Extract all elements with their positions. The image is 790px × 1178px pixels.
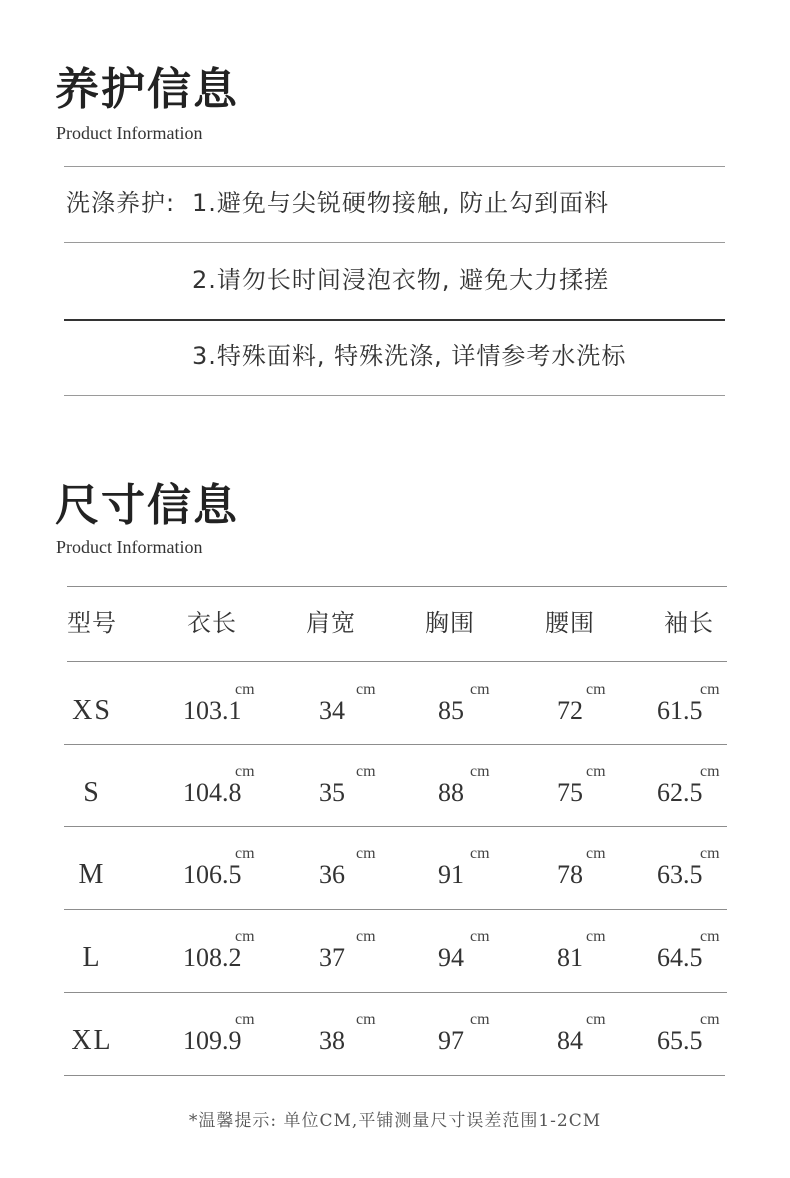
row-divider [64, 826, 727, 827]
header-sleeve: 袖长 [664, 609, 714, 637]
size-value: 103.1 [183, 696, 242, 725]
size-value: 34 [319, 696, 345, 725]
unit-label: cm [586, 845, 606, 862]
unit-label: cm [700, 1011, 720, 1028]
size-value: 88 [438, 778, 464, 807]
care-subtitle: Product Information [56, 123, 203, 143]
care-divider-top [64, 166, 725, 167]
unit-label: cm [235, 928, 255, 945]
table-header-line [67, 661, 727, 662]
header-length: 衣长 [187, 609, 237, 637]
header-chest: 胸围 [425, 609, 475, 637]
care-divider-2 [64, 319, 725, 321]
care-item-1: 1.避免与尖锐硬物接触, 防止勾到面料 [192, 189, 610, 217]
size-value: 37 [319, 943, 345, 972]
unit-label: cm [700, 763, 720, 780]
care-divider-1 [64, 242, 725, 243]
row-divider [64, 992, 727, 993]
size-value: 65.5 [657, 1026, 703, 1055]
header-model: 型号 [67, 609, 117, 637]
unit-label: cm [356, 763, 376, 780]
size-label: L [82, 942, 102, 973]
size-value: 63.5 [657, 860, 703, 889]
unit-label: cm [356, 928, 376, 945]
row-divider [64, 744, 727, 745]
row-divider [64, 1075, 725, 1076]
size-value: 104.8 [183, 778, 242, 807]
size-value: 75 [557, 778, 583, 807]
size-value: 61.5 [657, 696, 703, 725]
size-value: 85 [438, 696, 464, 725]
size-note: *温馨提示: 单位CM,平铺测量尺寸误差范围1-2CM [188, 1111, 602, 1131]
header-shoulder: 肩宽 [306, 609, 356, 637]
care-item-2: 2.请勿长时间浸泡衣物, 避免大力揉搓 [192, 266, 610, 294]
unit-label: cm [470, 763, 490, 780]
unit-label: cm [586, 928, 606, 945]
unit-label: cm [470, 928, 490, 945]
size-title: 尺寸信息 [55, 480, 239, 531]
unit-label: cm [235, 681, 255, 698]
unit-label: cm [235, 763, 255, 780]
size-value: 84 [557, 1026, 583, 1055]
unit-label: cm [356, 681, 376, 698]
unit-label: cm [470, 681, 490, 698]
size-value: 62.5 [657, 778, 703, 807]
header-waist: 腰围 [545, 609, 595, 637]
size-value: 91 [438, 860, 464, 889]
size-value: 64.5 [657, 943, 703, 972]
size-label: XL [71, 1025, 113, 1056]
size-value: 36 [319, 860, 345, 889]
unit-label: cm [470, 845, 490, 862]
size-value: 109.9 [183, 1026, 242, 1055]
row-divider [64, 909, 727, 910]
size-value: 81 [557, 943, 583, 972]
unit-label: cm [235, 1011, 255, 1028]
care-divider-bottom [64, 395, 725, 396]
care-title: 养护信息 [55, 64, 239, 115]
size-value: 78 [557, 860, 583, 889]
unit-label: cm [700, 928, 720, 945]
size-subtitle: Product Information [56, 537, 203, 557]
size-value: 108.2 [183, 943, 242, 972]
size-label: XS [72, 695, 112, 726]
unit-label: cm [586, 681, 606, 698]
unit-label: cm [586, 1011, 606, 1028]
unit-label: cm [700, 681, 720, 698]
size-value: 72 [557, 696, 583, 725]
unit-label: cm [356, 1011, 376, 1028]
unit-label: cm [700, 845, 720, 862]
unit-label: cm [586, 763, 606, 780]
table-top-line [67, 586, 727, 587]
size-label: S [83, 777, 101, 808]
care-label: 洗涤养护: [66, 189, 176, 217]
unit-label: cm [470, 1011, 490, 1028]
unit-label: cm [356, 845, 376, 862]
size-value: 38 [319, 1026, 345, 1055]
size-value: 94 [438, 943, 464, 972]
size-value: 35 [319, 778, 345, 807]
size-value: 97 [438, 1026, 464, 1055]
size-value: 106.5 [183, 860, 242, 889]
size-label: M [78, 859, 106, 890]
care-item-3: 3.特殊面料, 特殊洗涤, 详情参考水洗标 [192, 342, 627, 370]
unit-label: cm [235, 845, 255, 862]
